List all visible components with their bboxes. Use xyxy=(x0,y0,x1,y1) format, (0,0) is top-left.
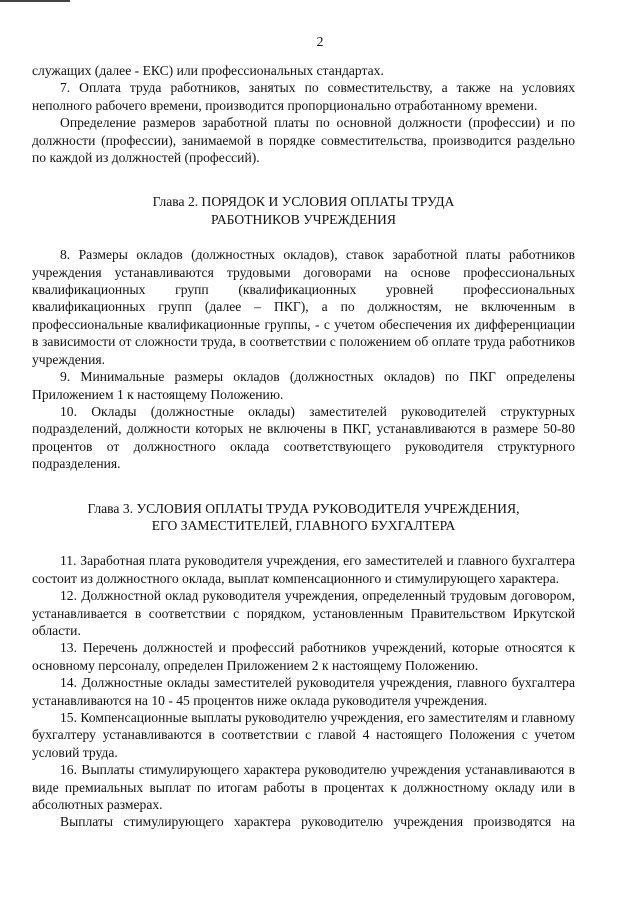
paragraph-8: 8. Размеры окладов (должностных окладов), ставок заработной платы работников учреждения устанавливаются трудовыми договорами на основе профессиональных квалификационных групп (квалификационных уровней профессиональных квалификационных групп (далее – ПКГ), а по должностям, не включенным в профессиональные квалификационные группы, - с учетом обеспечения их дифференциации в зависимости от сложности труда, в соответствии с положением об оплате труда работников учреждения. xyxy=(32,247,575,367)
page-number: 2 xyxy=(316,34,324,49)
top-rule xyxy=(0,0,70,2)
chapter-2-heading xyxy=(32,193,575,228)
paragraph-16: 16. Выплаты стимулирующего характера руководителю учреждения устанавливаются в виде премиальных выплат по итогам работы в процентах к должностному окладу или в абсолютных размерах. xyxy=(32,762,575,813)
paragraph-10: 10. Оклады (должностные оклады) заместителей руководителей структурных подразделений, должности которых не включены в ПКГ, устанавливаются в размере 50-80 процентов от должностного оклада соответствующего руководителя структурного подразделения. xyxy=(32,403,575,472)
document-body xyxy=(32,62,575,831)
chapter-2-title-line2: РАБОТНИКОВ УЧРЕЖДЕНИЯ xyxy=(211,211,396,227)
paragraph-7: 7. Оплата труда работников, занятых по совместительству, а также на условиях неполного рабочего времени, производится пропорционально отработанному времени. xyxy=(32,80,575,113)
paragraph-13: 13. Перечень должностей и профессий работников учреждений, которые относятся к основному персоналу, определен Приложением 2 к настоящему Положению. xyxy=(32,640,575,673)
chapter-3-title-line2: ЕГО ЗАМЕСТИТЕЛЕЙ, ГЛАВНОГО БУХГАЛТЕРА xyxy=(151,517,456,533)
paragraph-15: 15. Компенсационные выплаты руководителю учреждения, его заместителям и главному бухгалтеру устанавливаются в соответствии с главой 4 настоящего Положения с учетом условий труда. xyxy=(32,710,575,760)
paragraph-11: 11. Заработная плата руководителя учреждения, его заместителей и главного бухгалтера состоит из должностного оклада, выплат компенсационного и стимулирующего характера. xyxy=(32,553,575,586)
paragraph-16-continuation: Выплаты стимулирующего характера руководителю учреждения производятся на xyxy=(60,814,575,830)
paragraph-12: 12. Должностной оклад руководителя учреждения, определенный трудовым договором, устанавливается в соответствии с порядком, установленным Правительством Иркутской области. xyxy=(32,588,575,638)
chapter-3-heading xyxy=(32,500,575,535)
paragraph-continuation: служащих (далее - ЕКС) или профессиональных стандартах. xyxy=(32,63,384,78)
paragraph-14: 14. Должностные оклады заместителей руководителя учреждения, главного бухгалтера устанавливаются на 10 - 45 процентов ниже оклада руководителя учреждения. xyxy=(32,675,575,708)
chapter-2-title-line1: Глава 2. ПОРЯДОК И УСЛОВИЯ ОПЛАТЫ ТРУДА xyxy=(152,194,455,210)
chapter-3-title-line1: Глава 3. УСЛОВИЯ ОПЛАТЫ ТРУДА РУКОВОДИТЕЛЯ УЧРЕЖДЕНИЯ, xyxy=(87,500,520,516)
paragraph-7-note: Определение размеров заработной платы по основной должности (профессии) и по должности (профессии), занимаемой в порядке совместительства, производится раздельно по каждой из должностей (профессий). xyxy=(32,115,575,166)
paragraph-9: 9. Минимальные размеры окладов (должностных окладов) по ПКГ определены Приложением 1 к настоящему Положению. xyxy=(32,369,575,402)
